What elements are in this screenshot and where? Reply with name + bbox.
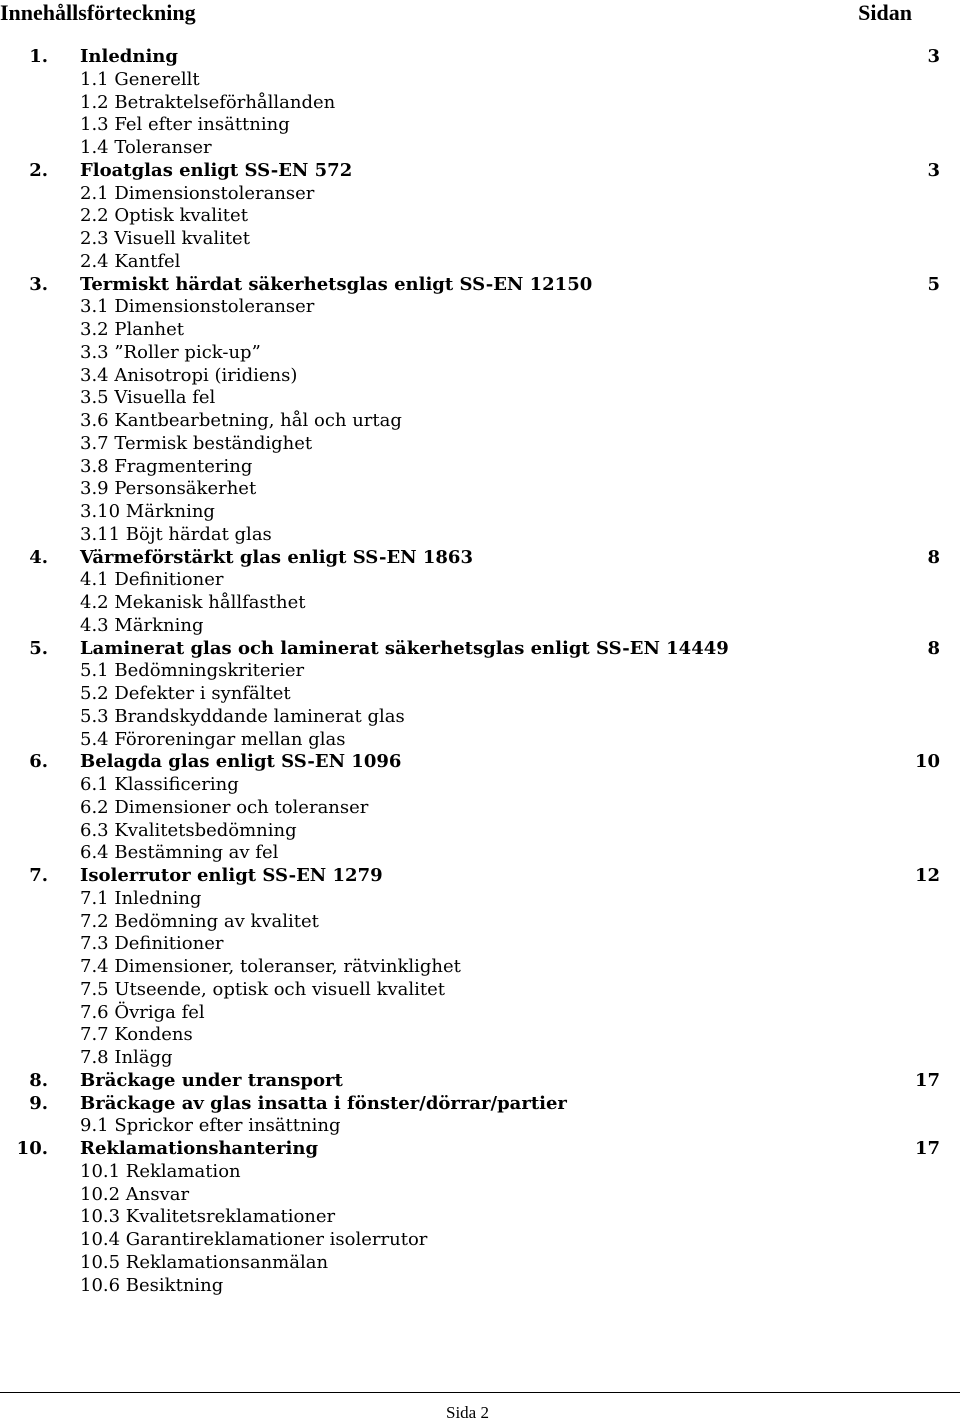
toc-subsection-row[interactable] — [0, 296, 960, 319]
toc-subsection-row[interactable] — [0, 820, 960, 843]
toc-subsection-row[interactable] — [0, 501, 960, 524]
toc-subsection-row[interactable] — [0, 1047, 960, 1070]
toc-subsection-row[interactable] — [0, 683, 960, 706]
subsection-title: 1.1 Generellt — [80, 68, 200, 90]
section-title: Reklamationshantering — [80, 1138, 319, 1159]
subsection-title: 10.4 Garantireklamationer isolerrutor — [80, 1229, 428, 1250]
subsection-title: 5.1 Bedömningskriterier — [80, 660, 305, 682]
section-title: Termiskt härdat säkerhetsglas enligt SS-EN 12150 — [80, 273, 593, 295]
toc-subsection-row[interactable] — [0, 456, 960, 479]
toc-section-row[interactable] — [0, 865, 960, 888]
subsection-title: 7.1 Inledning — [80, 887, 202, 909]
subsection-title: 2.4 Kantfel — [80, 250, 181, 272]
section-number: 3. — [29, 273, 48, 295]
subsection-title: 3.4 Anisotropi (iridiens) — [80, 364, 298, 386]
subsection-title: 6.1 Klassificering — [80, 774, 239, 795]
subsection-title: 7.3 Definitioner — [80, 933, 224, 955]
subsection-title: 3.3 ”Roller pick-up” — [80, 341, 261, 363]
subsection-title: 3.1 Dimensionstoleranser — [80, 296, 315, 318]
subsection-title: 6.4 Bestämning av fel — [80, 842, 279, 864]
toc-subsection-row[interactable] — [0, 478, 960, 501]
section-number: 10. — [16, 1138, 48, 1159]
toc-section-row[interactable] — [0, 1093, 960, 1116]
table-of-contents — [0, 46, 960, 1297]
page-footer — [0, 1392, 960, 1421]
subsection-title: 7.4 Dimensioner, toleranser, rätvinklighet — [80, 956, 461, 977]
toc-section-row[interactable] — [0, 160, 960, 183]
toc-subsection-row[interactable] — [0, 137, 960, 160]
section-title: Värmeförstärkt glas enligt SS-EN 1863 — [80, 546, 473, 568]
subsection-title: 7.7 Kondens — [80, 1024, 193, 1046]
toc-subsection-row[interactable] — [0, 706, 960, 729]
toc-subsection-row[interactable] — [0, 842, 960, 865]
subsection-title: 1.3 Fel efter insättning — [80, 114, 290, 136]
section-number: 1. — [29, 46, 48, 67]
toc-section-row[interactable] — [0, 46, 960, 69]
toc-subsection-row[interactable] — [0, 319, 960, 342]
toc-section-row[interactable] — [0, 1070, 960, 1093]
section-number: 8. — [29, 1069, 48, 1091]
subsection-title: 3.9 Personsäkerhet — [80, 478, 257, 500]
section-page-number: 17 — [914, 1069, 940, 1091]
section-number: 2. — [29, 159, 48, 181]
section-number: 5. — [29, 637, 48, 659]
toc-subsection-row[interactable] — [0, 592, 960, 615]
subsection-title: 3.10 Märkning — [80, 501, 215, 522]
toc-subsection-row[interactable] — [0, 729, 960, 752]
subsection-title: 5.4 Föroreningar mellan glas — [80, 728, 346, 750]
subsection-title: 10.2 Ansvar — [80, 1183, 190, 1205]
subsection-title: 3.6 Kantbearbetning, hål och urtag — [80, 410, 402, 431]
subsection-title: 10.1 Reklamation — [80, 1160, 241, 1182]
toc-subsection-row[interactable] — [0, 1229, 960, 1252]
subsection-title: 2.2 Optisk kvalitet — [80, 205, 248, 227]
subsection-title: 5.3 Brandskyddande laminerat glas — [80, 705, 405, 727]
toc-subsection-row[interactable] — [0, 183, 960, 206]
section-page-number: 12 — [914, 865, 940, 886]
section-page-number: 17 — [914, 1138, 940, 1159]
toc-subsection-row[interactable] — [0, 1252, 960, 1275]
toc-subsection-row[interactable] — [0, 797, 960, 820]
footer-divider — [0, 1392, 960, 1393]
subsection-title: 2.1 Dimensionstoleranser — [80, 182, 315, 204]
subsection-title: 2.3 Visuell kvalitet — [80, 228, 250, 249]
toc-subsection-row[interactable] — [0, 615, 960, 638]
section-title: Inledning — [80, 46, 178, 67]
subsection-title: 6.3 Kvalitetsbedömning — [80, 819, 297, 841]
subsection-title: 5.2 Defekter i synfältet — [80, 683, 291, 704]
subsection-title: 7.6 Övriga fel — [80, 1001, 205, 1023]
toc-subsection-row[interactable] — [0, 114, 960, 137]
subsection-title: 10.3 Kvalitetsreklamationer — [80, 1206, 336, 1228]
section-number: 4. — [29, 546, 48, 568]
toc-subsection-row[interactable] — [0, 228, 960, 251]
subsection-title: 7.2 Bedömning av kvalitet — [80, 910, 319, 932]
section-title: Laminerat glas och laminerat säkerhetsglas enligt SS-EN 14449 — [80, 637, 729, 659]
subsection-title: 3.7 Termisk beständighet — [80, 432, 313, 454]
subsection-title: 1.4 Toleranser — [80, 137, 212, 158]
subsection-title: 10.5 Reklamationsanmälan — [80, 1251, 329, 1273]
subsection-title: 3.5 Visuella fel — [80, 387, 216, 409]
toc-subsection-row[interactable] — [0, 251, 960, 274]
subsection-title: 3.2 Planhet — [80, 319, 185, 340]
subsection-title: 3.8 Fragmentering — [80, 455, 253, 477]
toc-subsection-row[interactable] — [0, 205, 960, 228]
subsection-title: 4.1 Definitioner — [80, 569, 224, 591]
toc-subsection-row[interactable] — [0, 1024, 960, 1047]
section-page-number: 5 — [927, 273, 940, 295]
toc-subsection-row[interactable] — [0, 979, 960, 1002]
subsection-title: 1.2 Betraktelseförhållanden — [80, 91, 336, 113]
subsection-title: 6.2 Dimensioner och toleranser — [80, 796, 369, 818]
toc-subsection-row[interactable] — [0, 933, 960, 956]
toc-subsection-row[interactable] — [0, 387, 960, 410]
toc-subsection-row[interactable] — [0, 774, 960, 797]
subsection-title: 4.3 Märkning — [80, 614, 204, 636]
toc-subsection-row[interactable] — [0, 69, 960, 92]
section-number: 6. — [29, 751, 48, 773]
toc-subsection-row[interactable] — [0, 569, 960, 592]
toc-section-row[interactable] — [0, 274, 960, 297]
section-title: Belagda glas enligt SS-EN 1096 — [80, 751, 402, 773]
page-column-label: Sidan — [858, 0, 912, 25]
toc-subsection-row[interactable] — [0, 92, 960, 115]
section-page-number: 3 — [927, 46, 940, 67]
toc-subsection-row[interactable] — [0, 1115, 960, 1138]
section-title: Bräckage av glas insatta i fönster/dörrar/partier — [80, 1092, 567, 1114]
subsection-title: 7.8 Inlägg — [80, 1047, 173, 1068]
subsection-title: 7.5 Utseende, optisk och visuell kvalitet — [80, 978, 446, 1000]
section-number: 7. — [29, 865, 48, 886]
toc-subsection-row[interactable] — [0, 342, 960, 365]
toc-subsection-row[interactable] — [0, 1275, 960, 1298]
footer-page-number: Sida 2 — [446, 1403, 489, 1422]
toc-title: Innehållsförteckning — [0, 0, 196, 25]
section-page-number: 3 — [927, 159, 940, 181]
toc-subsection-row[interactable] — [0, 524, 960, 547]
toc-subsection-row[interactable] — [0, 911, 960, 934]
toc-section-row[interactable] — [0, 751, 960, 774]
subsection-title: 3.11 Böjt härdat glas — [80, 523, 272, 545]
toc-section-row[interactable] — [0, 547, 960, 570]
toc-subsection-row[interactable] — [0, 1206, 960, 1229]
section-page-number: 8 — [927, 546, 940, 568]
section-title: Bräckage under transport — [80, 1069, 343, 1091]
subsection-title: 10.6 Besiktning — [80, 1274, 224, 1296]
toc-subsection-row[interactable] — [0, 1161, 960, 1184]
section-title: Isolerrutor enligt SS-EN 1279 — [80, 865, 383, 886]
toc-section-row[interactable] — [0, 1138, 960, 1161]
toc-header — [0, 0, 960, 32]
subsection-title: 4.2 Mekanisk hållfasthet — [80, 592, 306, 613]
section-page-number: 10 — [914, 751, 940, 773]
toc-subsection-row[interactable] — [0, 956, 960, 979]
toc-subsection-row[interactable] — [0, 1002, 960, 1025]
subsection-title: 9.1 Sprickor efter insättning — [80, 1115, 341, 1137]
section-title: Floatglas enligt SS-EN 572 — [80, 159, 353, 181]
section-page-number: 8 — [927, 637, 940, 659]
toc-subsection-row[interactable] — [0, 433, 960, 456]
toc-subsection-row[interactable] — [0, 1184, 960, 1207]
toc-subsection-row[interactable] — [0, 660, 960, 683]
toc-section-row[interactable] — [0, 638, 960, 661]
toc-subsection-row[interactable] — [0, 365, 960, 388]
section-number: 9. — [29, 1092, 48, 1114]
toc-subsection-row[interactable] — [0, 888, 960, 911]
toc-subsection-row[interactable] — [0, 410, 960, 433]
